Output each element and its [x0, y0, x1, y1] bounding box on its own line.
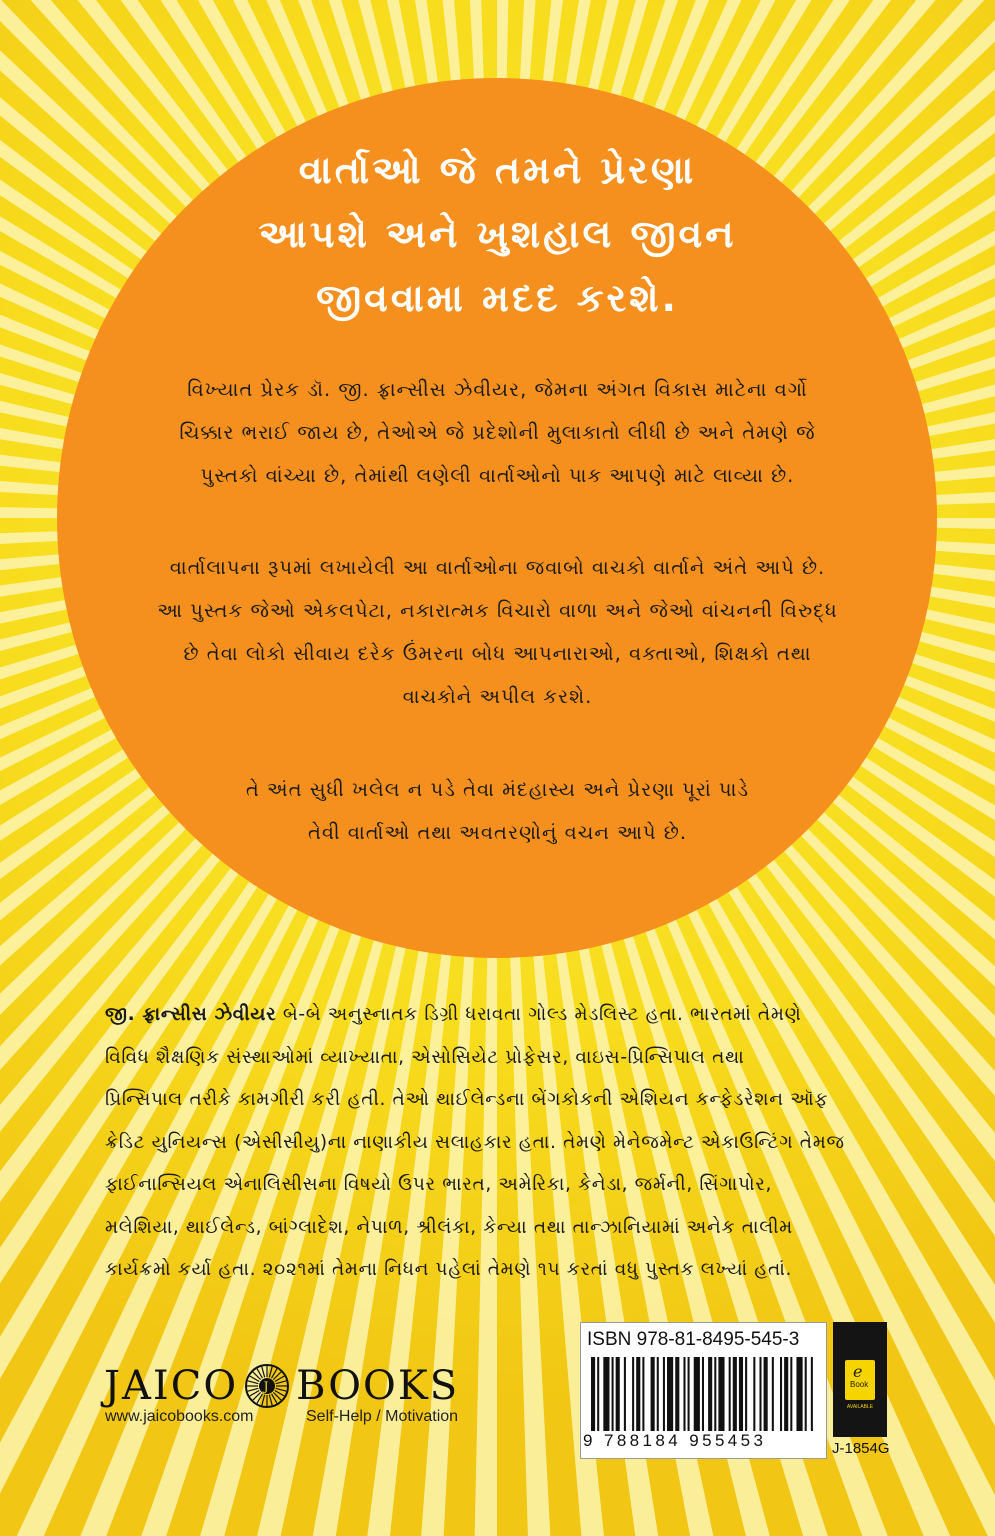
- ebook-available-badge: [833, 1322, 887, 1437]
- logo-word-right: BOOKS: [296, 1363, 460, 1409]
- ebook-icon: [845, 1360, 875, 1400]
- paragraph-line: ચિક્કાર ભરાઈ જાય છે, તેઓએ જે પ્રદેશોની મુલાકાતો લીધી છે અને તેમણે જે: [179, 421, 816, 444]
- barcode: [589, 1357, 819, 1431]
- paragraph-line: વિખ્યાત પ્રેરક ડૉ. જી. ફ્રાન્સીસ ઝેવીયર, જેમના અંગત વિકાસ માટેના વર્ગો: [187, 378, 808, 401]
- headline-line: વાર્તાઓ જે તમને પ્રેરણા: [298, 148, 697, 192]
- bio-line: મલેશિયા, થાઈલેન્ડ, બાંગ્લાદેશ, નેપાળ, શ્રીલંકા, કેન્યા તથા તાન્ઝાનિયામાં અનેક તાલીમ: [105, 1216, 793, 1238]
- ebook-caption: AVAILABLE: [846, 1404, 874, 1410]
- bio-line-text: બે-બે અનુસ્નાતક ડિગ્રી ધરાવતા ગોલ્ડ મેડલિસ્ટ હતા. ભારતમાં તેમણે: [276, 1004, 802, 1025]
- bio-line: વિવિધ શૈક્ષણિક સંસ્થાઓમાં વ્યાખ્યાતા, એસોસિયેટ પ્રોફેસર, વાઇસ-પ્રિન્સિપાલ તથા: [105, 1046, 745, 1068]
- intro-paragraph: [95, 368, 900, 497]
- logo-word-left: JAICO: [104, 1363, 239, 1409]
- headline-line: આપશે અને ખુશહાલ જીવન: [258, 212, 737, 256]
- promise-paragraph: [95, 768, 900, 854]
- paragraph-line: પુસ્તકો વાંચ્યા છે, તેમાંથી લણેલી વાર્તાઓનો પાક આપણે માટે લાવ્યા છે.: [200, 464, 795, 487]
- publisher-website: www.jaicobooks.com: [105, 1408, 254, 1425]
- description-paragraph: [95, 546, 900, 718]
- author-bio: [105, 994, 890, 1292]
- bio-line: [105, 994, 890, 1037]
- paragraph-line: વાર્તાલાપના રૂપમાં લખાયેલી આ વાર્તાઓના જવાબો વાચકો વાર્તાને અંતે આપે છે.: [169, 556, 826, 579]
- author-name: જી. ફ્રાન્સીસ ઝેવીયર: [105, 1004, 277, 1025]
- bio-line: ક્રેડિટ યુનિયન્સ (એસીસીયુ)ના નાણાકીય સલાહકાર હતા. તેમણે મેનેજમેન્ટ એકાઉન્ટિંગ તેમજ: [105, 1131, 845, 1153]
- logo-mark-letter: J: [263, 1379, 271, 1394]
- paragraph-line: તેવી વાર્તાઓ તથા અવતરણોનું વચન આપે છે.: [307, 821, 688, 844]
- book-code: J-1854G: [832, 1440, 890, 1457]
- paragraph-line: છે તેવા લોકો સીવાય દરેક ઉંમરના બોધ આપનારાઓ, વક્તાઓ, શિક્ષકો તથા: [183, 642, 812, 665]
- ebook-word: Book: [850, 1380, 869, 1389]
- isbn-barcode-box: [580, 1322, 827, 1459]
- headline: [150, 138, 845, 330]
- jaico-wheel-icon: [244, 1363, 290, 1409]
- headline-line: જીવવામા મદદ કરશે.: [316, 276, 679, 320]
- bio-line: ફાઈનાન્સિયલ એનાલિસીસના વિષયો ઉપર ભારત, અમેરિકા, કેનેડા, જર્મની, સિંગાપોર,: [105, 1174, 772, 1195]
- ebook-letter: e: [853, 1362, 863, 1381]
- paragraph-line: વાચકોને અપીલ કરશે.: [402, 685, 593, 708]
- barcode-digits: 9 788184 955453: [583, 1431, 767, 1450]
- publisher-logo: [104, 1360, 459, 1410]
- bio-line: કાર્યક્રમો કર્યા હતા. ૨૦૨૧માં તેમના નિધન પહેલાં તેમણે ૧૫ કરતાં વધુ પુસ્તક લખ્યાં હતાં.: [105, 1259, 793, 1280]
- book-category: Self-Help / Motivation: [306, 1408, 459, 1425]
- paragraph-line: આ પુસ્તક જેઓ એકલપેટા, નકારાત્મક વિચારો વાળા અને જેઓ વાંચનની વિરુદ્ધ: [157, 599, 838, 622]
- paragraph-line: તે અંત સુધી ખલેલ ન પડે તેવા મંદહાસ્ય અને પ્રેરણા પૂરાં પાડે: [245, 778, 750, 801]
- isbn-label: ISBN 978-81-8495-545-3: [587, 1329, 800, 1350]
- bio-line: પ્રિન્સિપાલ તરીકે કામગીરી કરી હતી. તેઓ થાઈલેન્ડના બેંગકોકની એશિયન કન્ફેડરેશન ઑફ: [105, 1089, 829, 1110]
